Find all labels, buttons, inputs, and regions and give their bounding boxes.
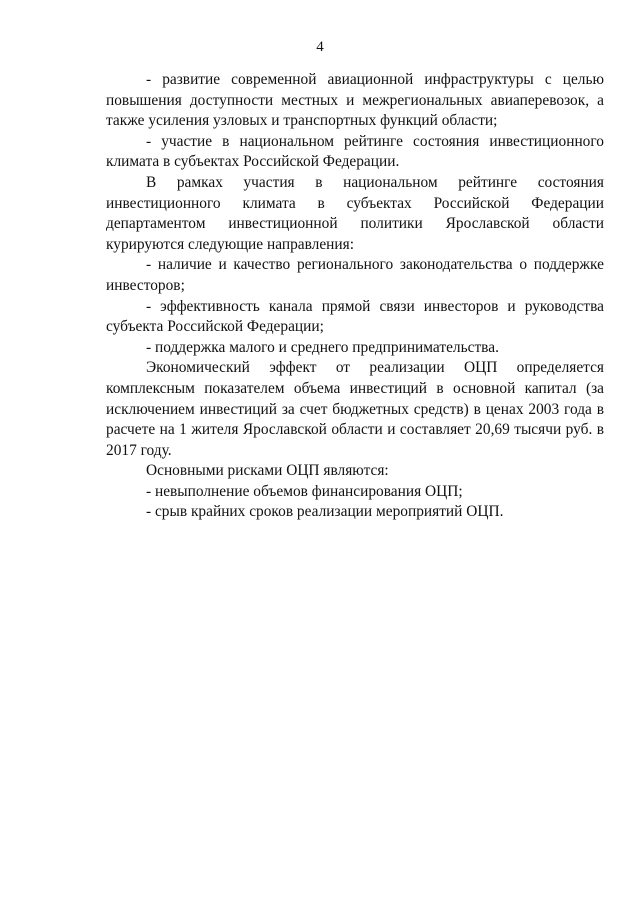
paragraph-risk-deadlines: - срыв крайних сроков реализации мероприятий ОЦП. xyxy=(146,503,504,521)
paragraph-rating-directions-intro: В рамках участия в национальном рейтинге состояния инвестиционного климата в субъектах Российской Федерации департаментом инвестиционной политики Ярославской области курируются следующие направления: xyxy=(106,173,604,253)
paragraph-risks-intro: Основными рисками ОЦП являются: xyxy=(146,462,389,480)
paragraph-risk-financing: - невыполнение объемов финансирования ОЦП; xyxy=(146,482,463,500)
paragraph-investment-rating-participation: - участие в национальном рейтинге состояния инвестиционного климата в субъектах Российской Федерации. xyxy=(106,132,604,171)
paragraph-direct-communication-channel: - эффективность канала прямой связи инвесторов и руководства субъекта Российской Федерации; xyxy=(106,297,604,336)
paragraph-aviation-infrastructure: - развитие современной авиационной инфраструктуры с целью повышения доступности местных и межрегиональных авиаперевозок, а также усиления узловых и транспортных функций области; xyxy=(106,71,604,130)
document-body xyxy=(106,70,604,523)
paragraph-small-business-support: - поддержка малого и среднего предпринимательства. xyxy=(146,338,499,356)
paragraph-economic-effect: Экономический эффект от реализации ОЦП определяется комплексным показателем объема инвестиций в основной капитал (за исключением инвестиций за счет бюджетных средств) в ценах 2003 года в расчете на 1 жителя Ярославской области и составляет 20,69 тысячи руб. в 2017 году. xyxy=(106,359,604,459)
page-number: 4 xyxy=(316,39,324,55)
paragraph-regional-legislation: - наличие и качество регионального законодательства о поддержке инвесторов; xyxy=(106,256,604,294)
